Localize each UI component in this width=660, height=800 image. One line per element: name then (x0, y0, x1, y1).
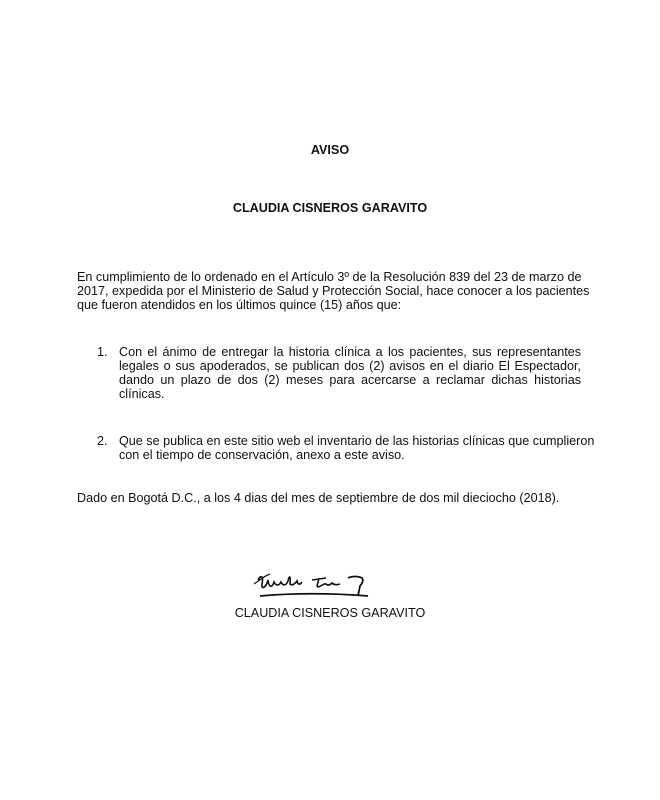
list-item-1 (0, 345, 660, 405)
list-line: legales o sus apoderados, se publican dos (2) avisos en el diario El Espectador, (119, 359, 581, 373)
list-line: con el tiempo de conservación, anexo a este aviso. (119, 448, 405, 462)
intro-line: que fueron atendidos en los últimos quince (15) años que: (77, 298, 402, 312)
closing-text: Dado en Bogotá D.C., a los 4 dias del mes de septiembre de dos mil dieciocho (2018). (77, 491, 560, 505)
list-item-2 (0, 434, 660, 464)
document-title: AVISO (310, 143, 350, 157)
signature-name: CLAUDIA CISNEROS GARAVITO (234, 606, 426, 620)
list-line: clínicas. (119, 387, 165, 401)
handwritten-signature (252, 566, 382, 609)
intro-line: 2017, expedida por el Ministerio de Salud y Protección Social, hace conocer a los pacientes (77, 284, 590, 298)
list-number: 1. (97, 345, 108, 359)
list-line: dando un plazo de dos (2) meses para acercarse a reclamar dichas historias (119, 373, 581, 387)
intro-paragraph (77, 270, 590, 312)
list-line: Con el ánimo de entregar la historia clínica a los pacientes, sus representantes (119, 345, 581, 359)
intro-line: En cumplimiento de lo ordenado en el Artículo 3º de la Resolución 839 del 23 de marzo de (77, 270, 582, 284)
list-line: Que se publica en este sitio web el inventario de las historias clínicas que cumplieron (119, 434, 595, 448)
heading-name: CLAUDIA CISNEROS GARAVITO (232, 201, 428, 215)
list-number: 2. (97, 434, 108, 448)
